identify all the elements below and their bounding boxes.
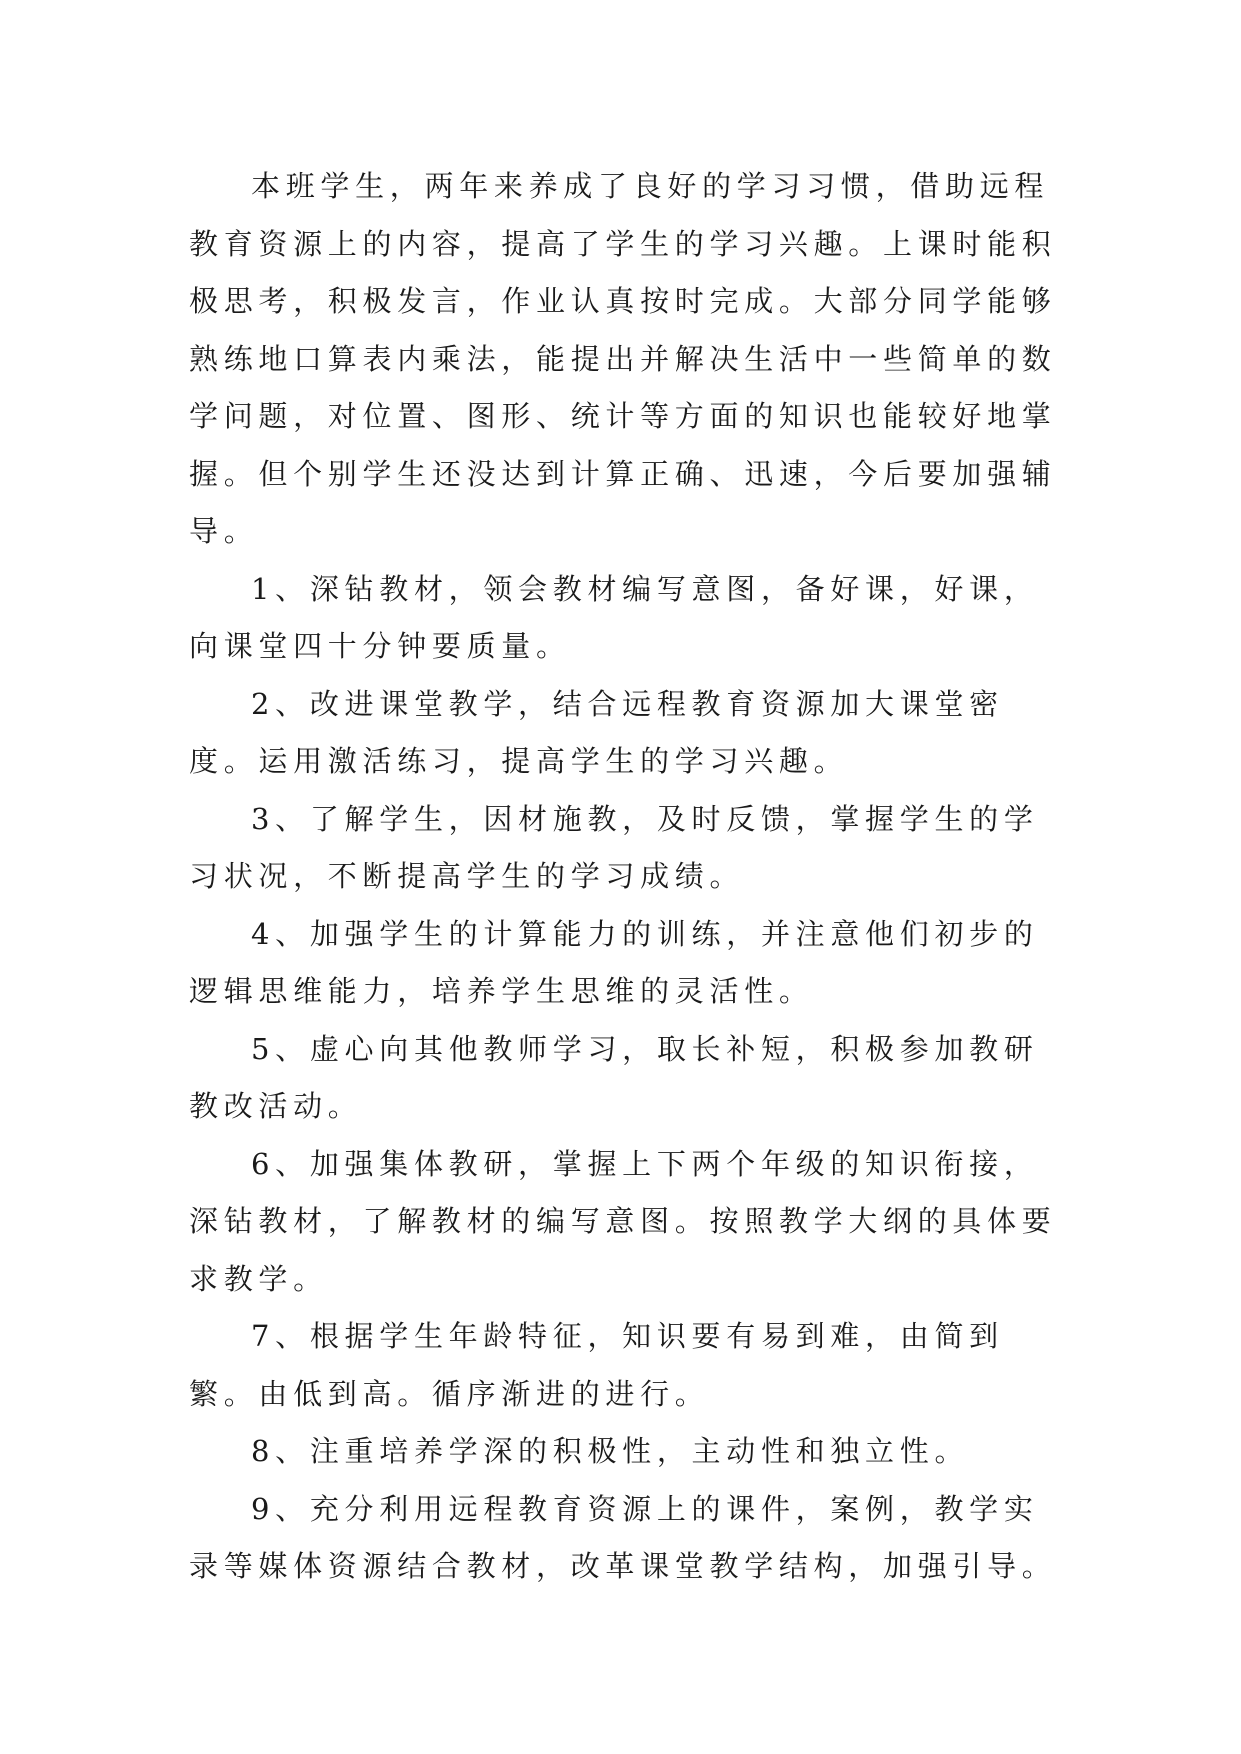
list-item-3: 3、了解学生，因材施教，及时反馈，掌握学生的学习状况，不断提高学生的学习成绩。 — [189, 801, 1039, 893]
list-item-2: 2、改进课堂教学，结合远程教育资源加大课堂密度。运用激活练习，提高学生的学习兴趣。 — [189, 686, 1004, 778]
list-item-7: 7、根据学生年龄特征，知识要有易到难，由简到繁。由低到高。循序渐进的进行。 — [189, 1319, 1004, 1411]
list-item-8: 8、注重培养学深的积极性，主动性和独立性。 — [251, 1434, 970, 1468]
list-item-1: 1、深钻教材，领会教材编写意图，备好课，好课，向课堂四十分钟要质量。 — [189, 571, 1039, 663]
list-item-6: 6、加强集体教研，掌握上下两个年级的知识衔接，深钻教材，了解教材的编写意图。按照教学大纲的具体要求教学。 — [189, 1146, 1057, 1296]
intro-paragraph: 本班学生，两年来养成了良好的学习习惯，借助远程教育资源上的内容，提高了学生的学习兴趣。上课时能积极思考，积极发言，作业认真按时完成。大部分同学能够熟练地口算表内乘法，能提出并解决生活中一些简单的数学问题，对位置、图形、统计等方面的知识也能较好地掌握。但个别学生还没达到计算正确、迅速，今后要加强辅导。 — [189, 169, 1057, 548]
document-body — [189, 158, 1059, 1596]
list-item-9: 9、充分利用远程教育资源上的课件，案例，教学实录等媒体资源结合教材，改革课堂教学结构，加强引导。 — [189, 1491, 1057, 1583]
list-item-5: 5、虚心向其他教师学习，取长补短，积极参加教研教改活动。 — [189, 1031, 1039, 1123]
list-item-4: 4、加强学生的计算能力的训练，并注意他们初步的逻辑思维能力，培养学生思维的灵活性。 — [189, 916, 1039, 1008]
